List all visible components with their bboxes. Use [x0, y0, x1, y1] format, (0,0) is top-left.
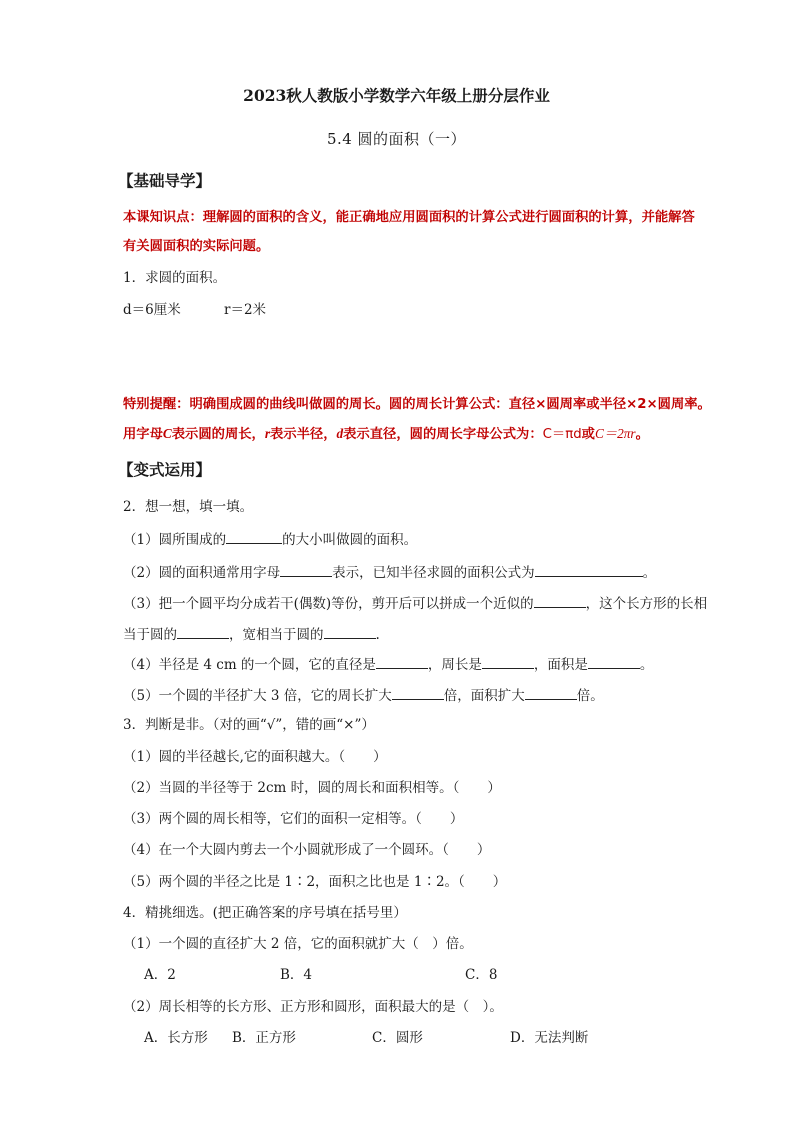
- item-text: ，周长是: [427, 657, 482, 673]
- answer-blank[interactable]: [588, 654, 640, 669]
- question-1-radius: r＝2米: [224, 302, 267, 318]
- section-heading-basics: 【基础导学】: [118, 172, 212, 190]
- answer-blank[interactable]: [324, 624, 376, 639]
- item-text: （2）圆的面积通常用字母: [123, 565, 281, 581]
- question-3-item: [123, 841, 490, 859]
- symbol-c: C: [162, 426, 172, 441]
- question-2-stem: 2．想一想，填一填。: [123, 499, 254, 515]
- close-paren: ）: [492, 874, 507, 890]
- question-2-item-4: [123, 654, 653, 674]
- reminder-end: 。: [635, 427, 649, 442]
- item-text: （3）把一个圆平均分成若干(偶数)等份，剪开后可以拼成一个近似的: [123, 596, 534, 612]
- answer-blank[interactable]: [280, 562, 332, 577]
- item-text: ，这个长方形的长相: [585, 596, 708, 612]
- question-3-item: [123, 779, 501, 797]
- reminder-or: 或: [581, 427, 595, 442]
- answer-blank[interactable]: [226, 529, 282, 544]
- knowledge-point-line1: 本课知识点：理解圆的面积的含义，能正确地应用圆面积的计算公式进行圆面积的计算，并能解答: [123, 210, 695, 225]
- reminder-text: 表示圆的周长，: [171, 427, 265, 442]
- question-2-item-2: [123, 562, 656, 582]
- question-2-item-3: [123, 593, 707, 613]
- close-paren: ）: [449, 811, 464, 827]
- item-text: （2）当圆的半径等于 2cm 时，圆的周长和面积相等。（: [123, 780, 460, 796]
- answer-blank[interactable]: [534, 593, 586, 608]
- question-2-item-5: [123, 685, 604, 705]
- item-text: （3）两个圆的周长相等，它们的面积一定相等。（: [123, 811, 422, 827]
- option-b[interactable]: B．正方形: [232, 1030, 296, 1046]
- item-text: ，宽相当于圆的: [229, 627, 324, 643]
- question-4-item-2: （2）周长相等的长方形、正方形和圆形，面积最大的是（ ）。: [123, 999, 503, 1015]
- item-text: .: [375, 627, 380, 643]
- page-subtitle: 5.4 圆的面积（一）: [326, 130, 467, 148]
- question-3-item: [123, 810, 463, 828]
- question-3-item: [123, 873, 506, 891]
- answer-blank[interactable]: [392, 685, 444, 700]
- item-text: （4）在一个大圆内剪去一个小圆就形成了一个圆环。（: [123, 842, 449, 858]
- question-1-diameter: d＝6厘米: [123, 302, 181, 318]
- answer-blank[interactable]: [535, 562, 643, 577]
- item-text: （4）半径是 4 cm 的一个圆，它的直径是: [123, 657, 376, 673]
- answer-blank[interactable]: [376, 654, 428, 669]
- reminder-line1: 特别提醒：明确围成圆的曲线叫做圆的周长。圆的周长计算公式：直径×圆周率或半径×2×圆周率。: [123, 397, 711, 412]
- option-d[interactable]: D．无法判断: [510, 1030, 589, 1046]
- answer-blank[interactable]: [482, 654, 534, 669]
- item-text: 的大小叫做圆的面积。: [282, 532, 418, 548]
- item-text: 倍。: [576, 688, 604, 704]
- question-3-item: [123, 748, 387, 766]
- close-paren: ）: [487, 780, 501, 796]
- formula-pi-d: C＝πd: [542, 427, 582, 442]
- item-text: 当于圆的: [123, 627, 177, 643]
- reminder-text: 用字母: [123, 427, 163, 442]
- symbol-r: r: [264, 426, 271, 441]
- close-paren: ）: [476, 842, 491, 858]
- item-text: （5）一个圆的半径扩大 3 倍，它的周长扩大: [123, 688, 392, 704]
- question-4-item-1: （1）一个圆的直径扩大 2 倍，它的面积就扩大（ ）倍。: [123, 936, 473, 952]
- item-text: （1）圆的半径越长,它的面积越大。（: [123, 749, 346, 765]
- question-4-stem: 4．精挑细选。(把正确答案的序号填在括号里）: [123, 905, 407, 921]
- page-title: 2023秋人教版小学数学六年级上册分层作业: [243, 86, 550, 105]
- symbol-d: d: [336, 426, 344, 441]
- question-2-item-1: [123, 529, 417, 549]
- item-text: 倍，面积扩大: [443, 688, 525, 704]
- item-text: （1）圆所围成的: [123, 532, 227, 548]
- option-c[interactable]: C．8: [465, 967, 498, 983]
- knowledge-point-line2: 有关圆面积的实际问题。: [123, 239, 270, 254]
- answer-blank[interactable]: [177, 624, 229, 639]
- item-text: ，面积是: [533, 657, 588, 673]
- section-heading-practice: 【变式运用】: [118, 461, 212, 479]
- item-text: （5）两个圆的半径之比是 1∶2，面积之比也是 1∶2。（: [123, 874, 465, 890]
- item-text: 。: [639, 657, 654, 673]
- question-2-item-3-cont: [123, 624, 380, 644]
- option-a[interactable]: A．长方形: [144, 1030, 208, 1046]
- item-text: 表示，已知半径求圆的面积公式为: [332, 565, 535, 581]
- option-a[interactable]: A．2: [144, 967, 176, 983]
- formula-2-pi-r: C＝2πr: [594, 426, 636, 441]
- option-c[interactable]: C．圆形: [372, 1030, 423, 1046]
- question-1-stem: 1．求圆的面积。: [123, 270, 227, 286]
- question-3-stem: 3．判断是非。（对的画“√”，错的画“×”）: [123, 717, 375, 733]
- item-text: 。: [642, 565, 657, 581]
- reminder-text: 表示直径，圆的周长字母公式为：: [343, 427, 543, 442]
- reminder-line2: [123, 425, 649, 444]
- option-b[interactable]: B．4: [280, 967, 313, 983]
- answer-blank[interactable]: [525, 685, 577, 700]
- close-paren: ）: [373, 749, 387, 765]
- reminder-text: 表示半径，: [270, 427, 337, 442]
